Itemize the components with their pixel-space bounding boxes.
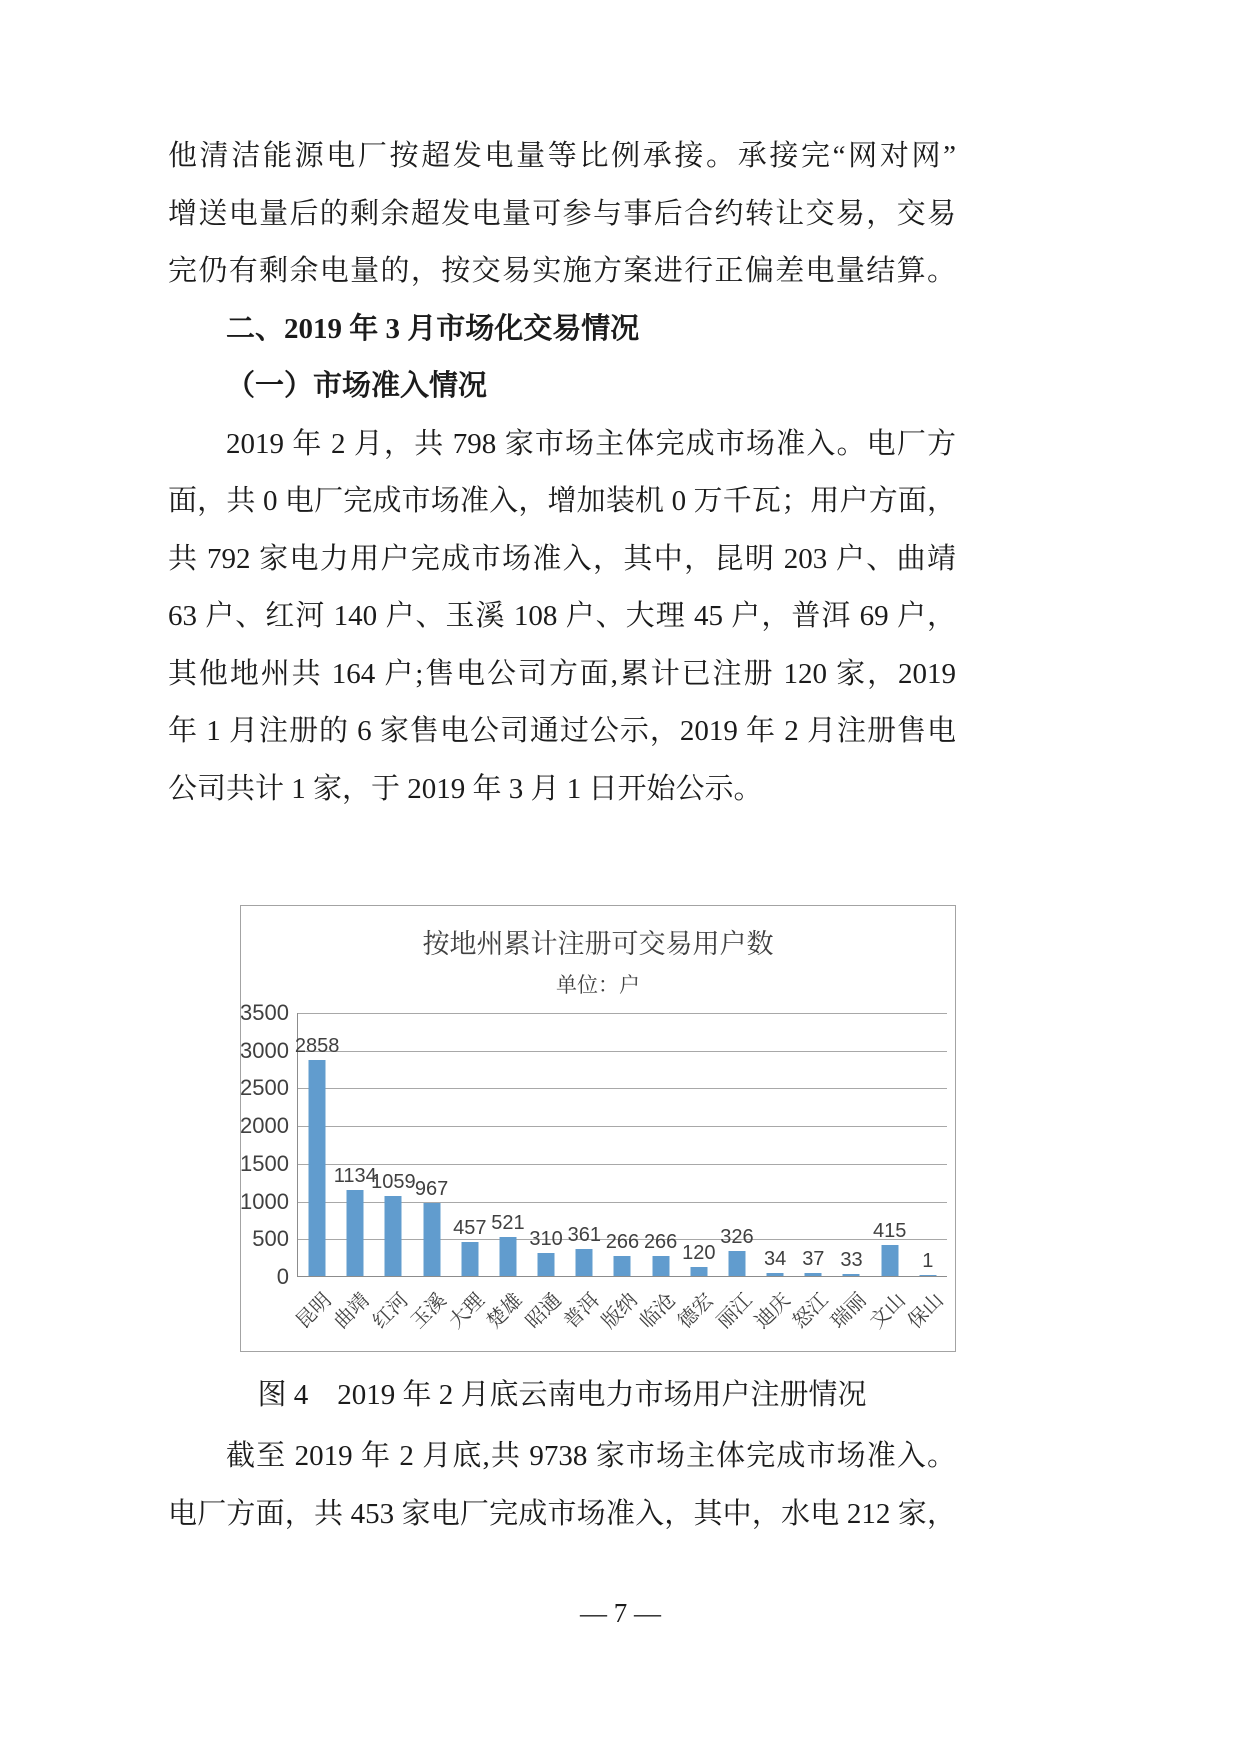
bar [728, 1251, 745, 1276]
bar-value-label: 1134 [333, 1165, 377, 1187]
x-category-label: 版纳 [597, 1289, 642, 1334]
bar-value-label: 521 [491, 1212, 525, 1234]
body-line: 年 1 月注册的 6 家售电公司通过公示，2019 年 2 月注册售电 [168, 715, 956, 747]
x-category-label: 曲靖 [330, 1289, 375, 1334]
page-number: — 7 — [580, 1598, 661, 1628]
bar-value-label: 1059 [371, 1171, 416, 1193]
bar [614, 1256, 631, 1276]
x-category-slot [903, 1277, 948, 1347]
bar-slot [603, 1013, 641, 1276]
bar-slot [413, 1013, 451, 1276]
bar-slot [642, 1013, 680, 1276]
bar-value-label: 415 [872, 1220, 907, 1242]
chart-categories [292, 1277, 948, 1347]
bar-slot [794, 1013, 832, 1276]
bar [690, 1267, 707, 1276]
chart-bars [294, 1013, 947, 1276]
x-category-label: 德宏 [674, 1289, 719, 1334]
x-category-label: 迪庆 [750, 1289, 795, 1334]
chart-title: 按地州累计注册可交易用户数 [422, 929, 774, 959]
y-tick-label: 1500 [240, 1150, 289, 1176]
bar-slot [718, 1013, 756, 1276]
y-tick-label: 500 [252, 1226, 289, 1252]
bar-slot [680, 1013, 718, 1276]
bar-value-label: 34 [764, 1248, 787, 1270]
x-category-label: 大理 [445, 1289, 489, 1334]
body-line: 共 792 家电力用户完成市场准入，其中，昆明 203 户、曲靖 [168, 542, 956, 575]
bar [843, 1274, 860, 1276]
bar-value-label: 326 [720, 1226, 754, 1248]
bar [919, 1275, 936, 1276]
chart-y-axis [240, 1000, 297, 1289]
bar-value-label: 967 [414, 1178, 449, 1200]
bar-value-label: 310 [529, 1228, 563, 1250]
bar [538, 1253, 555, 1276]
body-line: 2019 年 2 月，共 798 家市场主体完成市场准入。电厂方 [226, 427, 956, 460]
x-category-label: 玉溪 [406, 1289, 451, 1334]
bar [423, 1203, 440, 1276]
body-line: 他清洁能源电厂按超发电量等比例承接。承接完“网对网” [168, 140, 956, 172]
bar-slot [871, 1013, 909, 1276]
x-category-label: 普洱 [559, 1289, 604, 1334]
body-line: 电厂方面，共 453 家电厂完成市场准入，其中，水电 212 家， [168, 1497, 956, 1530]
x-category-label: 保山 [903, 1289, 948, 1334]
y-tick-label: 0 [276, 1264, 289, 1289]
body-line: 增送电量后的剩余超发电量可参与事后合约转让交易，交易 [168, 197, 956, 230]
x-category-label: 昭通 [521, 1289, 566, 1334]
chart-plot [294, 1013, 947, 1277]
bar [461, 1242, 478, 1276]
body-text-column [168, 128, 956, 818]
bar-value-label: 457 [453, 1217, 487, 1239]
bar-value-label: 266 [605, 1231, 640, 1253]
x-category-label: 楚雄 [483, 1289, 528, 1334]
bar-value-label: 2858 [294, 1035, 340, 1057]
chart-subtitle: 单位：户 [556, 974, 640, 997]
y-tick-label: 3500 [240, 1000, 289, 1025]
bar-value-label: 1 [922, 1250, 934, 1272]
x-category-label: 文山 [865, 1289, 910, 1334]
y-tick-label: 2000 [240, 1113, 289, 1139]
x-category-label: 临沧 [636, 1289, 681, 1334]
y-tick-label: 1000 [240, 1188, 289, 1214]
chart-body [240, 1000, 955, 1289]
bar-slot [832, 1013, 870, 1276]
bar [347, 1190, 364, 1276]
x-category-label: 丽江 [712, 1289, 757, 1334]
bar-value-label: 120 [682, 1242, 716, 1264]
bar-value-label: 33 [840, 1249, 863, 1271]
bar [805, 1273, 822, 1276]
y-tick-label: 3000 [240, 1037, 289, 1063]
body-line: 公司共计 1 家，于 2019 年 3 月 1 日开始公示。 [168, 772, 763, 805]
body-text-column [168, 1428, 956, 1543]
bar-slot [565, 1013, 603, 1276]
body-line: 其他地州共 164 户;售电公司方面,累计已注册 120 家，2019 [168, 657, 956, 690]
bar [385, 1196, 402, 1276]
x-category-label: 瑞丽 [827, 1289, 872, 1334]
bar-slot [489, 1013, 527, 1276]
bar-value-label: 266 [643, 1231, 678, 1253]
bar-slot [333, 1013, 377, 1276]
bar-slot [451, 1013, 489, 1276]
body-line: 63 户、红河 140 户、玉溪 108 户、大理 45 户，普洱 69 户， [168, 600, 956, 632]
bar-slot [294, 1013, 340, 1276]
x-category-label: 红河 [368, 1289, 413, 1334]
bar-slot [527, 1013, 565, 1276]
bar [576, 1249, 593, 1276]
figure-caption: 图 4 2019 年 2 月底云南电力市场用户注册情况 [257, 1379, 867, 1411]
section-heading: 二、2019 年 3 月市场化交易情况 [226, 312, 640, 345]
body-line: 截至 2019 年 2 月底,共 9738 家市场主体完成市场准入。 [226, 1440, 956, 1472]
subsection-heading: （一）市场准入情况 [226, 370, 488, 402]
bar [499, 1237, 516, 1276]
y-tick-label: 2500 [240, 1075, 289, 1101]
bar-value-label: 361 [567, 1224, 601, 1246]
bar-slot [756, 1013, 794, 1276]
bar-slot [371, 1013, 416, 1276]
bar [881, 1245, 898, 1276]
x-category-label: 昆明 [292, 1289, 336, 1334]
bar-chart [240, 905, 956, 1352]
bar-slot [909, 1013, 947, 1276]
bar [767, 1273, 784, 1276]
bar-value-label: 37 [802, 1248, 825, 1270]
x-category-label: 怒江 [789, 1289, 833, 1334]
body-line: 面，共 0 电厂完成市场准入，增加装机 0 万千瓦；用户方面， [168, 485, 956, 517]
bar [309, 1060, 326, 1276]
bar [652, 1256, 669, 1276]
body-line: 完仍有剩余电量的，按交易实施方案进行正偏差电量结算。 [168, 255, 956, 287]
